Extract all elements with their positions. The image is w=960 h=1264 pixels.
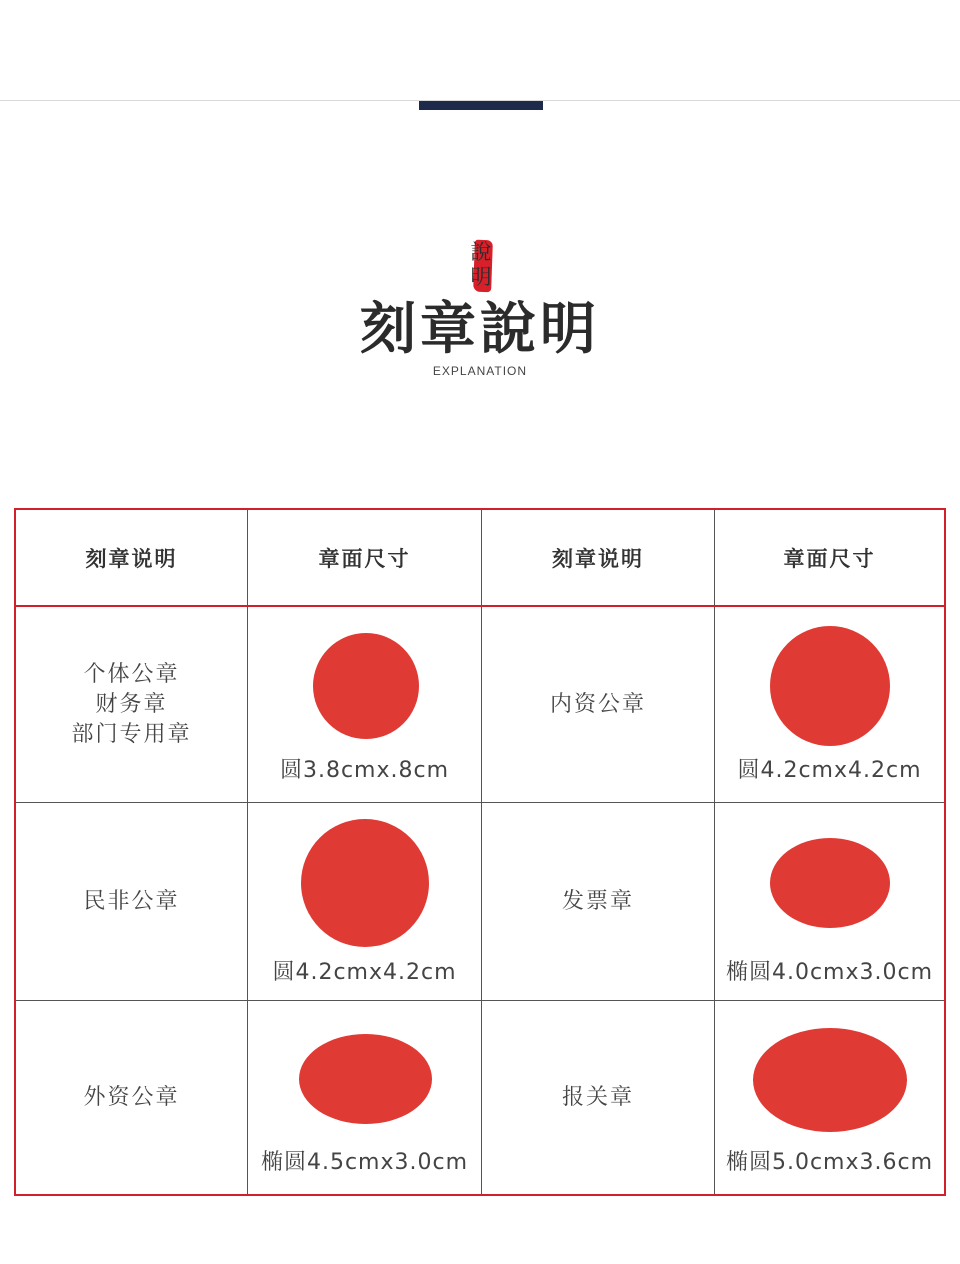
stamp-size-cell	[715, 1001, 944, 1194]
stamp-name: 内资公章	[549, 691, 646, 717]
seal-char: 明	[470, 265, 492, 289]
oval-stamp-shape	[770, 838, 890, 928]
round-stamp-shape	[301, 819, 429, 947]
stamp-name: 财务章	[95, 691, 168, 717]
stamp-name-cell	[482, 803, 714, 1000]
stamp-name: 发票章	[561, 888, 634, 914]
header-cell: 刻章说明	[552, 546, 644, 571]
seal-stamp-icon	[466, 240, 496, 292]
stamp-name: 部门专用章	[71, 721, 192, 747]
stamp-size-label: 圆4.2cmx4.2cm	[272, 960, 457, 985]
oval-stamp-shape	[753, 1028, 907, 1132]
oval-stamp-shape	[299, 1034, 432, 1124]
stamp-name-cell	[16, 803, 247, 1000]
header-cell: 章面尺寸	[783, 546, 876, 571]
seal-text	[466, 240, 496, 290]
stamp-name: 民非公章	[83, 888, 180, 914]
top-accent-bar	[419, 101, 543, 110]
stamp-size-cell	[715, 803, 944, 1000]
page-subtitle: EXPLANATION	[432, 364, 528, 378]
header-cell: 刻章说明	[85, 546, 178, 571]
stamp-name: 报关章	[561, 1084, 634, 1110]
stamp-name: 外资公章	[83, 1084, 180, 1110]
stamp-size-label: 椭圆4.0cmx3.0cm	[725, 960, 934, 985]
stamp-name: 个体公章	[83, 661, 180, 687]
seal-char: 說	[470, 240, 492, 264]
header-cell: 章面尺寸	[318, 546, 411, 571]
stamp-size-cell	[248, 607, 481, 802]
stamp-size-label: 圆3.8cmx.8cm	[279, 758, 450, 783]
stamp-size-label: 椭圆5.0cmx3.6cm	[725, 1150, 934, 1175]
stamp-size-label: 圆4.2cmx4.2cm	[737, 758, 922, 783]
stamp-name-cell	[482, 607, 714, 802]
stamp-name-cell	[482, 1001, 714, 1194]
stamp-name-cell	[16, 607, 247, 802]
stamp-name-cell	[16, 1001, 247, 1194]
page-title: 刻章說明	[360, 296, 600, 362]
stamp-size-cell	[248, 803, 481, 1000]
stamp-size-table	[14, 508, 946, 1196]
stamp-size-cell	[248, 1001, 481, 1194]
round-stamp-shape	[770, 626, 890, 746]
round-stamp-shape	[313, 633, 419, 739]
stamp-size-cell	[715, 607, 944, 802]
stamp-size-label: 椭圆4.5cmx3.0cm	[260, 1150, 469, 1175]
